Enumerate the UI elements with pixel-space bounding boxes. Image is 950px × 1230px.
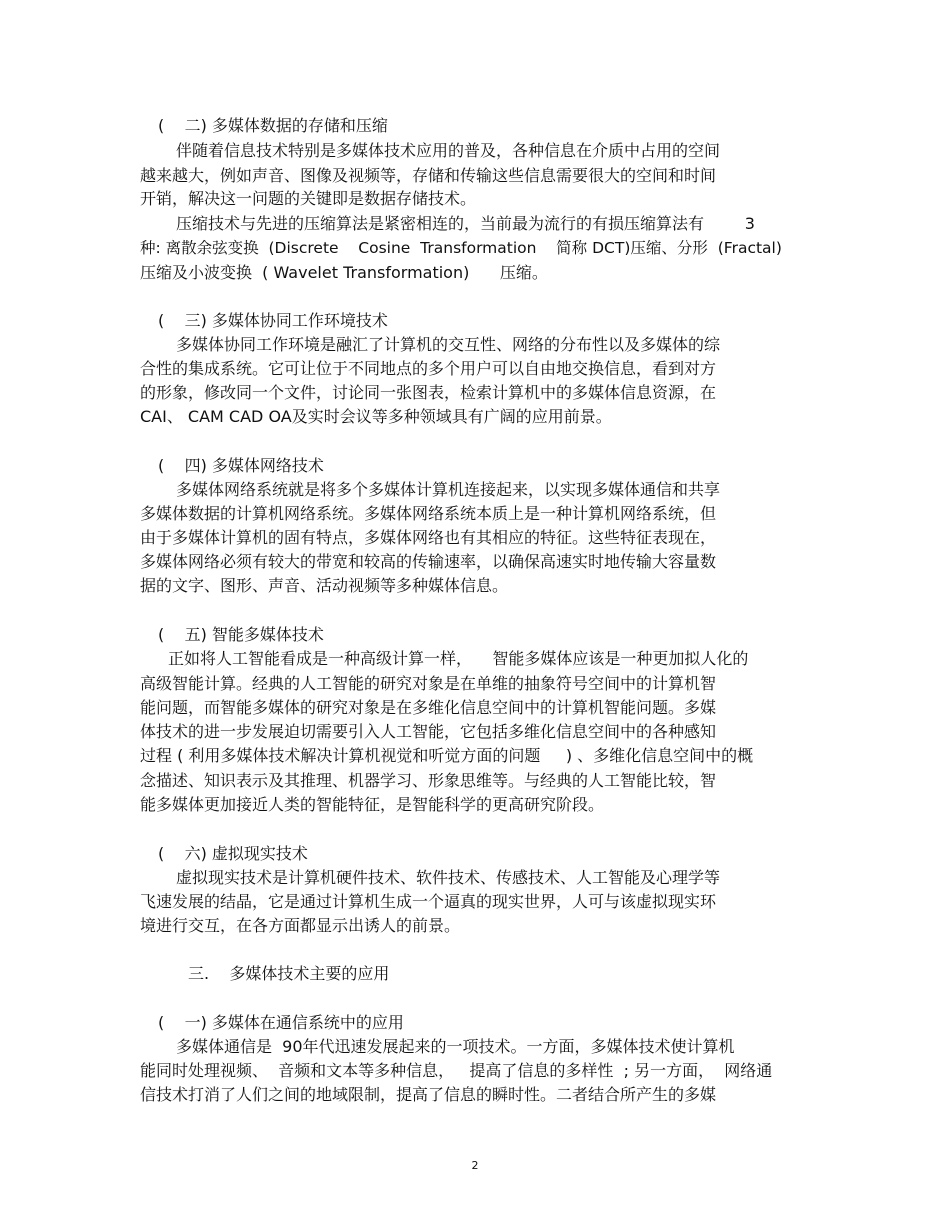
section-heading-2: ( 二) 多媒体数据的存储和压缩 bbox=[158, 116, 388, 135]
page-number: 2 bbox=[471, 1159, 479, 1172]
paragraph-line: 高级智能计算。经典的人工智能的研究对象是在单维的抽象符号空间中的计算机智 bbox=[140, 674, 717, 693]
paragraph-line: 伴随着信息技术特别是多媒体技术应用的普及，各种信息在介质中占用的空间 bbox=[176, 141, 721, 160]
paragraph-line: 多媒体网络系统就是将多个多媒体计算机连接起来，以实现多媒体通信和共享 bbox=[176, 480, 721, 499]
paragraph-line: 合性的集成系统。它可让位于不同地点的多个用户可以自由地交换信息，看到对方 bbox=[140, 359, 717, 378]
paragraph-line: 越来越大，例如声音、图像及视频等，存储和传输这些信息需要很大的空间和时间 bbox=[140, 166, 717, 185]
paragraph-line: 开销，解决这一问题的关键即是数据存储技术。 bbox=[140, 189, 477, 208]
section-heading-3-1: ( 一) 多媒体在通信系统中的应用 bbox=[158, 1013, 404, 1032]
paragraph-line: 念描述、知识表示及其推理、机器学习、形象思维等。与经典的人工智能比较，智 bbox=[140, 771, 717, 790]
paragraph-line: 正如将人工智能看成是一种高级计算一样， 智能多媒体应该是一种更加拟人化的 bbox=[168, 649, 749, 668]
paragraph-line: 能问题，而智能多媒体的研究对象是在多维化信息空间中的计算机智能问题。多媒 bbox=[140, 698, 717, 717]
section-heading-6: ( 六) 虚拟现实技术 bbox=[158, 844, 308, 863]
paragraph-line: 虚拟现实技术是计算机硬件技术、软件技术、传感技术、人工智能及心理学等 bbox=[176, 868, 721, 887]
paragraph-line: 多媒体网络必须有较大的带宽和较高的传输速率，以确保高速实时地传输大容量数 bbox=[140, 552, 717, 571]
paragraph-line: 据的文字、图形、声音、活动视频等多种媒体信息。 bbox=[140, 576, 509, 595]
section-heading-3: ( 三) 多媒体协同工作环境技术 bbox=[158, 311, 388, 330]
paragraph-line: 压缩技术与先进的压缩算法是紧密相连的，当前最为流行的有损压缩算法有 3 bbox=[176, 214, 755, 233]
paragraph-line: 体技术的进一步发展迫切需要引入人工智能，它包括多维化信息空间中的各种感知 bbox=[140, 722, 717, 741]
paragraph-line: CAI、 CAM CAD OA及实时会议等多种领域具有广阔的应用前景。 bbox=[140, 407, 612, 426]
paragraph-line: 信技术打消了人们之间的地域限制，提高了信息的瞬时性。二者结合所产生的多媒 bbox=[140, 1085, 717, 1104]
paragraph-line: 由于多媒体计算机的固有特点，多媒体网络也有其相应的特征。这些特征表现在， bbox=[140, 528, 717, 547]
paragraph-line: 能多媒体更加接近人类的智能特征，是智能科学的更高研究阶段。 bbox=[140, 795, 605, 814]
chapter-heading: 三. 多媒体技术主要的应用 bbox=[188, 964, 390, 983]
paragraph-line: 多媒体协同工作环境是融汇了计算机的交互性、网络的分布性以及多媒体的综 bbox=[176, 335, 721, 354]
paragraph-line: 压缩及小波变换 ( Wavelet Transformation) 压缩。 bbox=[140, 263, 548, 282]
paragraph-line: 多媒体通信是 90年代迅速发展起来的一项技术。一方面，多媒体技术使计算机 bbox=[176, 1037, 735, 1056]
section-heading-4: ( 四) 多媒体网络技术 bbox=[158, 456, 324, 475]
paragraph-line: 的形象，修改同一个文件，讨论同一张图表，检索计算机中的多媒体信息资源，在 bbox=[140, 383, 717, 402]
paragraph-line: 能同时处理视频、 音频和文本等多种信息， 提高了信息的多样性 ; 另一方面， 网络通 bbox=[140, 1061, 773, 1080]
paragraph-line: 种: 离散余弦变换 (Discrete Cosine Transformation 简称 DCT)压缩、分形 (Fractal) bbox=[140, 239, 782, 257]
section-heading-5: ( 五) 智能多媒体技术 bbox=[158, 625, 324, 644]
paragraph-line: 境进行交互，在各方面都显示出诱人的前景。 bbox=[140, 916, 461, 935]
paragraph-line: 过程 ( 利用多媒体技术解决计算机视觉和听觉方面的问题 ) 、多维化信息空间中的概 bbox=[140, 746, 754, 765]
paragraph-line: 飞速发展的结晶，它是通过计算机生成一个逼真的现实世界，人可与该虚拟现实环 bbox=[140, 892, 717, 911]
paragraph-line: 多媒体数据的计算机网络系统。多媒体网络系统本质上是一种计算机网络系统，但 bbox=[140, 504, 717, 523]
